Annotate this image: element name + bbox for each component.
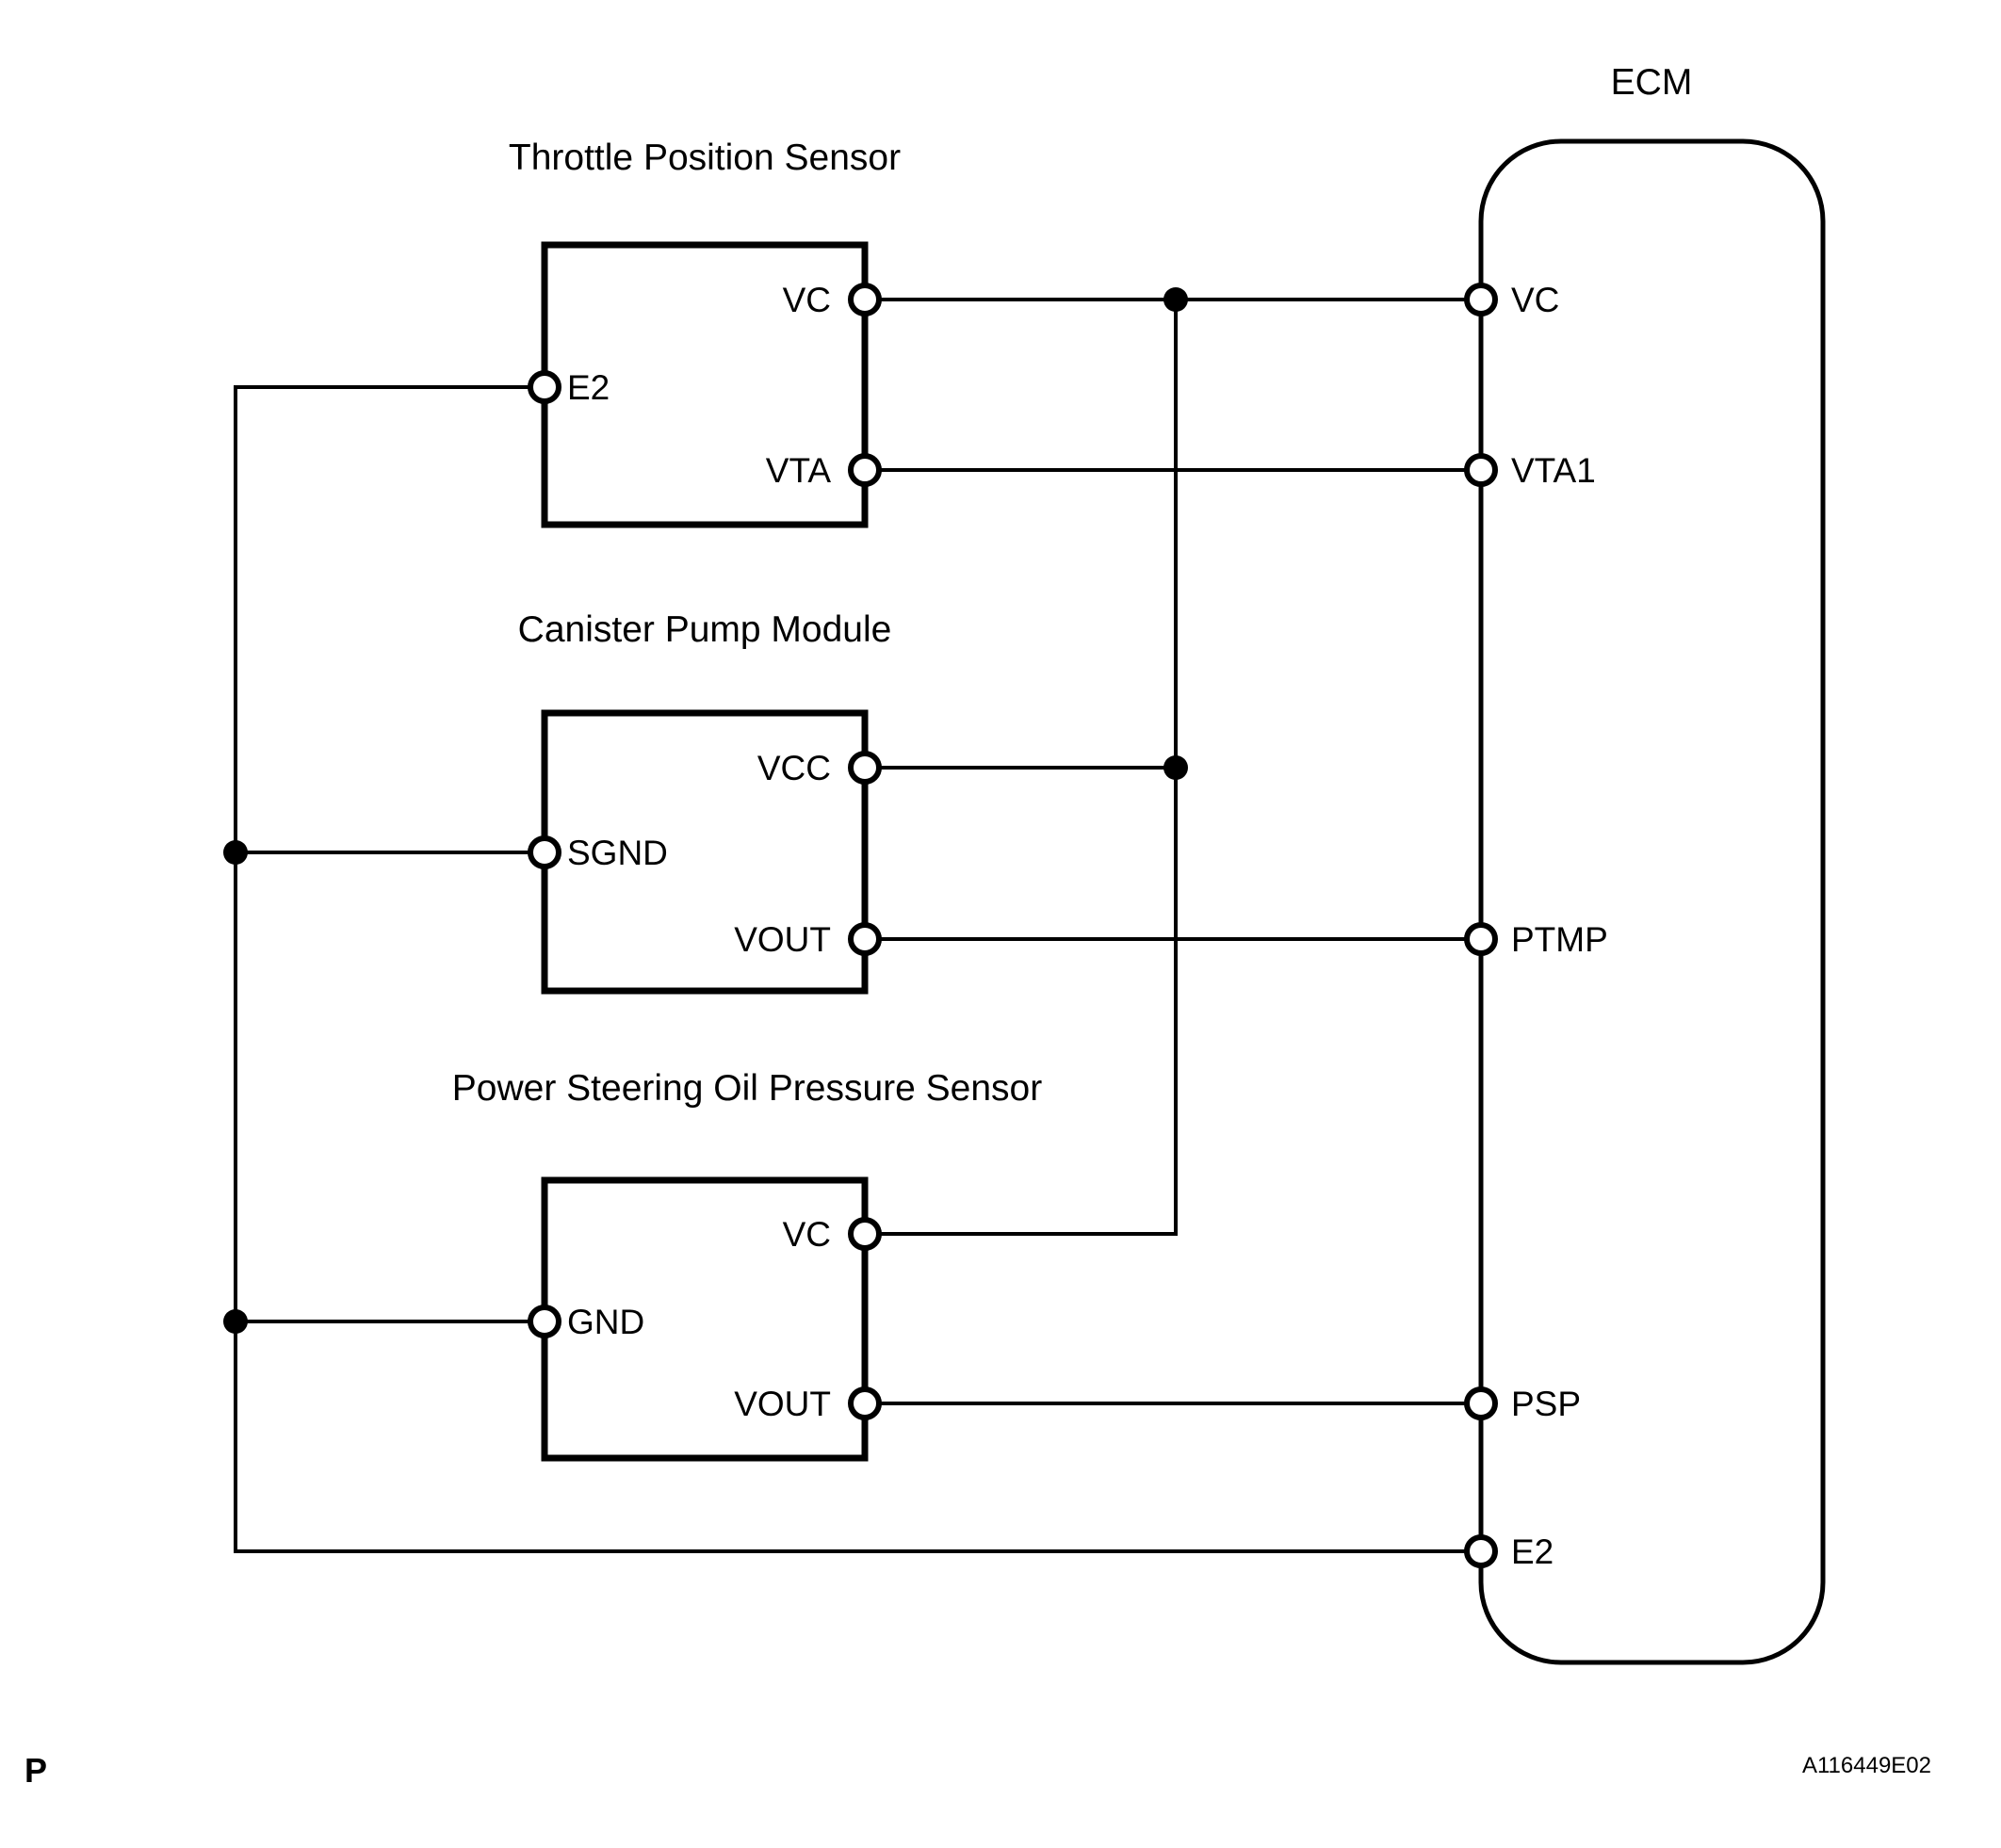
tps-pin-vta-label: VTA bbox=[765, 451, 831, 490]
ecm-pin-ptmp-label: PTMP bbox=[1511, 920, 1608, 959]
ecm-box bbox=[1481, 141, 1823, 1662]
footer-page-marker: P bbox=[24, 1751, 48, 1790]
ecm-pin-psp-label: PSP bbox=[1511, 1385, 1582, 1423]
canister-pin-sgnd-label: SGND bbox=[567, 834, 668, 872]
canister-pin-vcc-terminal bbox=[851, 754, 879, 782]
tps-pin-vta-terminal bbox=[851, 456, 879, 484]
junction-dot-vc-bus-vcc bbox=[1163, 755, 1188, 780]
psp-pin-vout-terminal bbox=[851, 1389, 879, 1418]
tps-pin-e2-terminal bbox=[530, 373, 559, 401]
footer-figure-code: A116449E02 bbox=[1801, 1753, 1931, 1778]
canister-pin-vout-label: VOUT bbox=[734, 920, 831, 959]
ecm-pin-vta1-terminal bbox=[1467, 456, 1495, 484]
tps-pin-e2-label: E2 bbox=[567, 368, 610, 407]
ecm-pin-vc-label: VC bbox=[1511, 281, 1560, 319]
psp-title: Power Steering Oil Pressure Sensor bbox=[451, 1068, 1043, 1109]
ecm-pin-e2-terminal bbox=[1467, 1537, 1495, 1565]
junction-dot-ground-bus-sgnd bbox=[223, 840, 248, 865]
tps-title: Throttle Position Sensor bbox=[508, 138, 902, 178]
tps-pin-vc-label: VC bbox=[782, 281, 831, 319]
canister-pin-vout-terminal bbox=[851, 925, 879, 953]
ecm-pin-vc-terminal bbox=[1467, 285, 1495, 314]
canister-pin-vcc-label: VCC bbox=[756, 749, 831, 787]
canister-pin-sgnd-terminal bbox=[530, 838, 559, 867]
ecm-pin-e2-label: E2 bbox=[1511, 1532, 1554, 1571]
psp-pin-gnd-label: GND bbox=[567, 1303, 645, 1341]
ecm-title: ECM bbox=[1610, 62, 1693, 103]
ecm-pin-vta1-label: VTA1 bbox=[1511, 451, 1596, 490]
wire-ground-bus-to-ecm-e2 bbox=[236, 387, 1481, 1551]
canister-title: Canister Pump Module bbox=[517, 609, 892, 650]
junction-dot-vc-bus-top bbox=[1163, 287, 1188, 312]
junction-dot-ground-bus-gnd bbox=[223, 1309, 248, 1334]
tps-pin-vc-terminal bbox=[851, 285, 879, 314]
psp-pin-gnd-terminal bbox=[530, 1307, 559, 1336]
psp-pin-vc-label: VC bbox=[782, 1215, 831, 1254]
psp-pin-vc-terminal bbox=[851, 1220, 879, 1248]
psp-pin-vout-label: VOUT bbox=[734, 1385, 831, 1423]
ecm-pin-ptmp-terminal bbox=[1467, 925, 1495, 953]
ecm-pin-psp-terminal bbox=[1467, 1389, 1495, 1418]
